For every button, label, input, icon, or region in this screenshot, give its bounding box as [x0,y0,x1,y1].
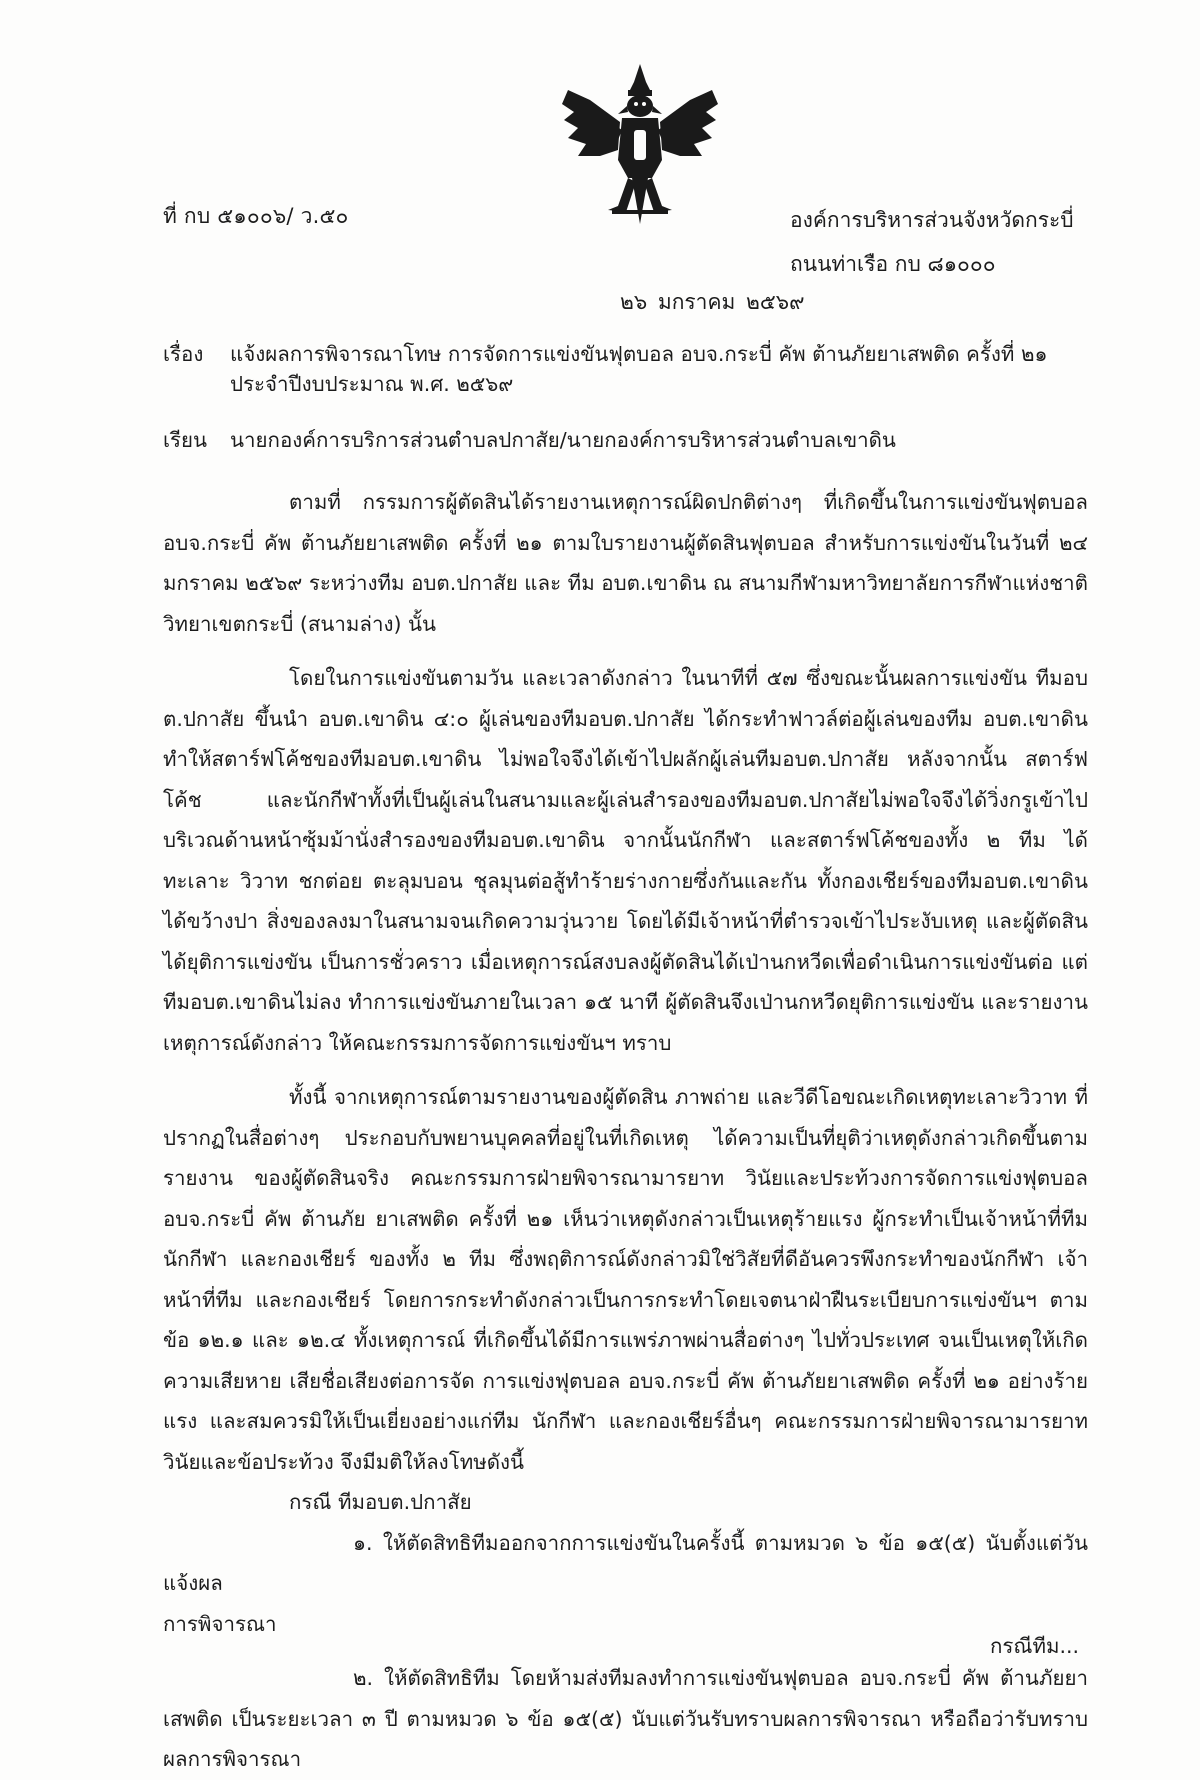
agency-address: ถนนท่าเรือ กบ ๘๑๐๐๐ [790,252,996,276]
subject-line-2: ประจำปีงบประมาณ พ.ศ. ๒๕๖๙ [230,372,514,396]
penalty-item-1-continued: การพิจารณา [163,1611,277,1636]
penalty-item-1: ๑. ให้ตัดสิทธิทีมออกจากการแข่งขันในครั้งนี้ ตามหมวด ๖ ข้อ ๑๕(๕) นับตั้งแต่วันแจ้งผล [163,1530,1088,1595]
letter-body [163,482,1088,1780]
agency-name: องค์การบริหารส่วนจังหวัดกระบี่ [790,208,1074,232]
subject-line-1: แจ้งผลการพิจารณาโทษ การจัดการแข่งขันฟุตบอล อบจ.กระบี่ คัพ ต้านภัยยาเสพติด ครั้งที่ ๒๑ [230,342,1048,366]
subject-block [163,339,1123,399]
case-heading: กรณี ทีมอบต.ปกาสัย [289,1490,472,1514]
sender-block [790,198,1074,286]
document-date: ๒๖ มกราคม ๒๕๖๙ [620,290,805,314]
salutation-block [163,425,1123,455]
subject-label: เรื่อง [163,342,204,366]
body-paragraph-2: โดยในการแข่งขันตามวัน และเวลาดังกล่าว ในนาทีที่ ๕๗ ซึ่งขณะนั้นผลการแข่งขัน ทีมอบต.ปกาสัย ขึ้นนำ อบต.เขาดิน ๔:๐ ผู้เล่นของทีมอบต.ปกาสัย ได้กระทำฟาวล์ต่อผู้เล่นของทีม อบต.เขาดิน ทำให้สตาร์ฟโค้ชของทีมอบต.เขาดิน ไม่พอใจจึงได้เข้าไปผลักผู้เล่นทีมอบต.ปกาสัย หลังจากนั้น สตาร์ฟโค้ช และนักกีฬาทั้งที่เป็นผู้เล่นในสนามและผู้เล่นสำรองของทีมอบต.ปกาสัยไม่พอใจจึงได้วิ่งกรูเข้าไป บริเวณด้านหน้าซุ้มม้านั่งสำรองของทีมอบต.เขาดิน จากนั้นนักกีฬา และสตาร์ฟโค้ชของทั้ง ๒ ทีม ได้ทะเลาะ วิวาท ชกต่อย ตะลุมบอน ชุลมุนต่อสู้ทำร้ายร่างกายซึ่งกันและกัน ทั้งกองเชียร์ของทีมอบต.เขาดินได้ขว้างปา สิ่งของลงมาในสนามจนเกิดความวุ่นวาย โดยได้มีเจ้าหน้าที่ตำรวจเข้าไประงับเหตุ และผู้ตัดสินได้ยุติการแข่งขัน เป็นการชั่วคราว เมื่อเหตุการณ์สงบลงผู้ตัดสินได้เป่านกหวีดเพื่อดำเนินการแข่งขันต่อ แต่ทีมอบต.เขาดินไม่ลง ทำการแข่งขันภายในเวลา ๑๕ นาที ผู้ตัดสินจึงเป่านกหวีดยุติการแข่งขัน และรายงานเหตุการณ์ดังกล่าว ให้คณะกรรมการจัดการแข่งขันฯ ทราบ [163,666,1088,1055]
penalty-item-2: ๒. ให้ตัดสิทธิทีม โดยห้ามส่งทีมลงทำการแข่งขันฟุตบอล อบจ.กระบี่ คัพ ต้านภัยยาเสพติด เป็นระยะเวลา ๓ ปี ตามหมวด ๖ ข้อ ๑๕(๕) นับแต่วันรับทราบผลการพิจารณา หรือถือว่ารับทราบผลการพิจารณา [163,1666,1088,1771]
salutation-text: นายกองค์การบริการส่วนตำบลปกาสัย/นายกองค์การบริหารส่วนตำบลเขาดิน [230,428,896,452]
garuda-emblem-icon [560,60,720,230]
body-paragraph-1: ตามที่ กรรมการผู้ตัดสินได้รายงานเหตุการณ์ผิดปกติต่างๆ ที่เกิดขึ้นในการแข่งขันฟุตบอล อบจ.กระบี่ คัพ ต้านภัยยาเสพติด ครั้งที่ ๒๑ ตามใบรายงานผู้ตัดสินฟุตบอล สำหรับการแข่งขันในวันที่ ๒๔ มกราคม ๒๕๖๙ ระหว่างทีม อบต.ปกาสัย และ ทีม อบต.เขาดิน ณ สนามกีฬามหาวิทยาลัยการกีฬาแห่งชาติ วิทยาเขตกระบี่ (สนามล่าง) นั้น [163,490,1088,636]
document-reference-number: ที่ กบ ๕๑๐๐๖/ ว.๕๐ [163,204,349,228]
body-paragraph-3: ทั้งนี้ จากเหตุการณ์ตามรายงานของผู้ตัดสิน ภาพถ่าย และวีดีโอขณะเกิดเหตุทะเลาะวิวาท ที่ปรากฏในสื่อต่างๆ ประกอบกับพยานบุคคลที่อยู่ในที่เกิดเหตุ ได้ความเป็นที่ยุติว่าเหตุดังกล่าวเกิดขึ้นตามรายงาน ของผู้ตัดสินจริง คณะกรรมการฝ่ายพิจารณามารยาท วินัยและประท้วงการจัดการแข่งฟุตบอล อบจ.กระบี่ คัพ ต้านภัย ยาเสพติด ครั้งที่ ๒๑ เห็นว่าเหตุดังกล่าวเป็นเหตุร้ายแรง ผู้กระทำเป็นเจ้าหน้าที่ทีม นักกีฬา และกองเชียร์ ของทั้ง ๒ ทีม ซึ่งพฤติการณ์ดังกล่าวมิใช่วิสัยที่ดีอันควรพึงกระทำของนักกีฬา เจ้าหน้าที่ทีม และกองเชียร์ โดยการกระทำดังกล่าวเป็นการกระทำโดยเจตนาฝ่าฝืนระเบียบการแข่งขันฯ ตามข้อ ๑๒.๑ และ ๑๒.๔ ทั้งเหตุการณ์ ที่เกิดขึ้นได้มีการแพร่ภาพผ่านสื่อต่างๆ ไปทั่วประเทศ จนเป็นเหตุให้เกิดความเสียหาย เสียชื่อเสียงต่อการจัด การแข่งฟุตบอล อบจ.กระบี่ คัพ ต้านภัยยาเสพติด ครั้งที่ ๒๑ อย่างร้ายแรง และสมควรมิให้เป็นเยี่ยงอย่างแก่ทีม นักกีฬา และกองเชียร์อื่นๆ คณะกรรมการฝ่ายพิจารณามารยาท วินัยและข้อประท้วง จึงมีมติให้ลงโทษดังนี้ [163,1085,1088,1474]
continuation-note: กรณีทีม... [990,1634,1080,1658]
salutation-label: เรียน [163,428,208,452]
